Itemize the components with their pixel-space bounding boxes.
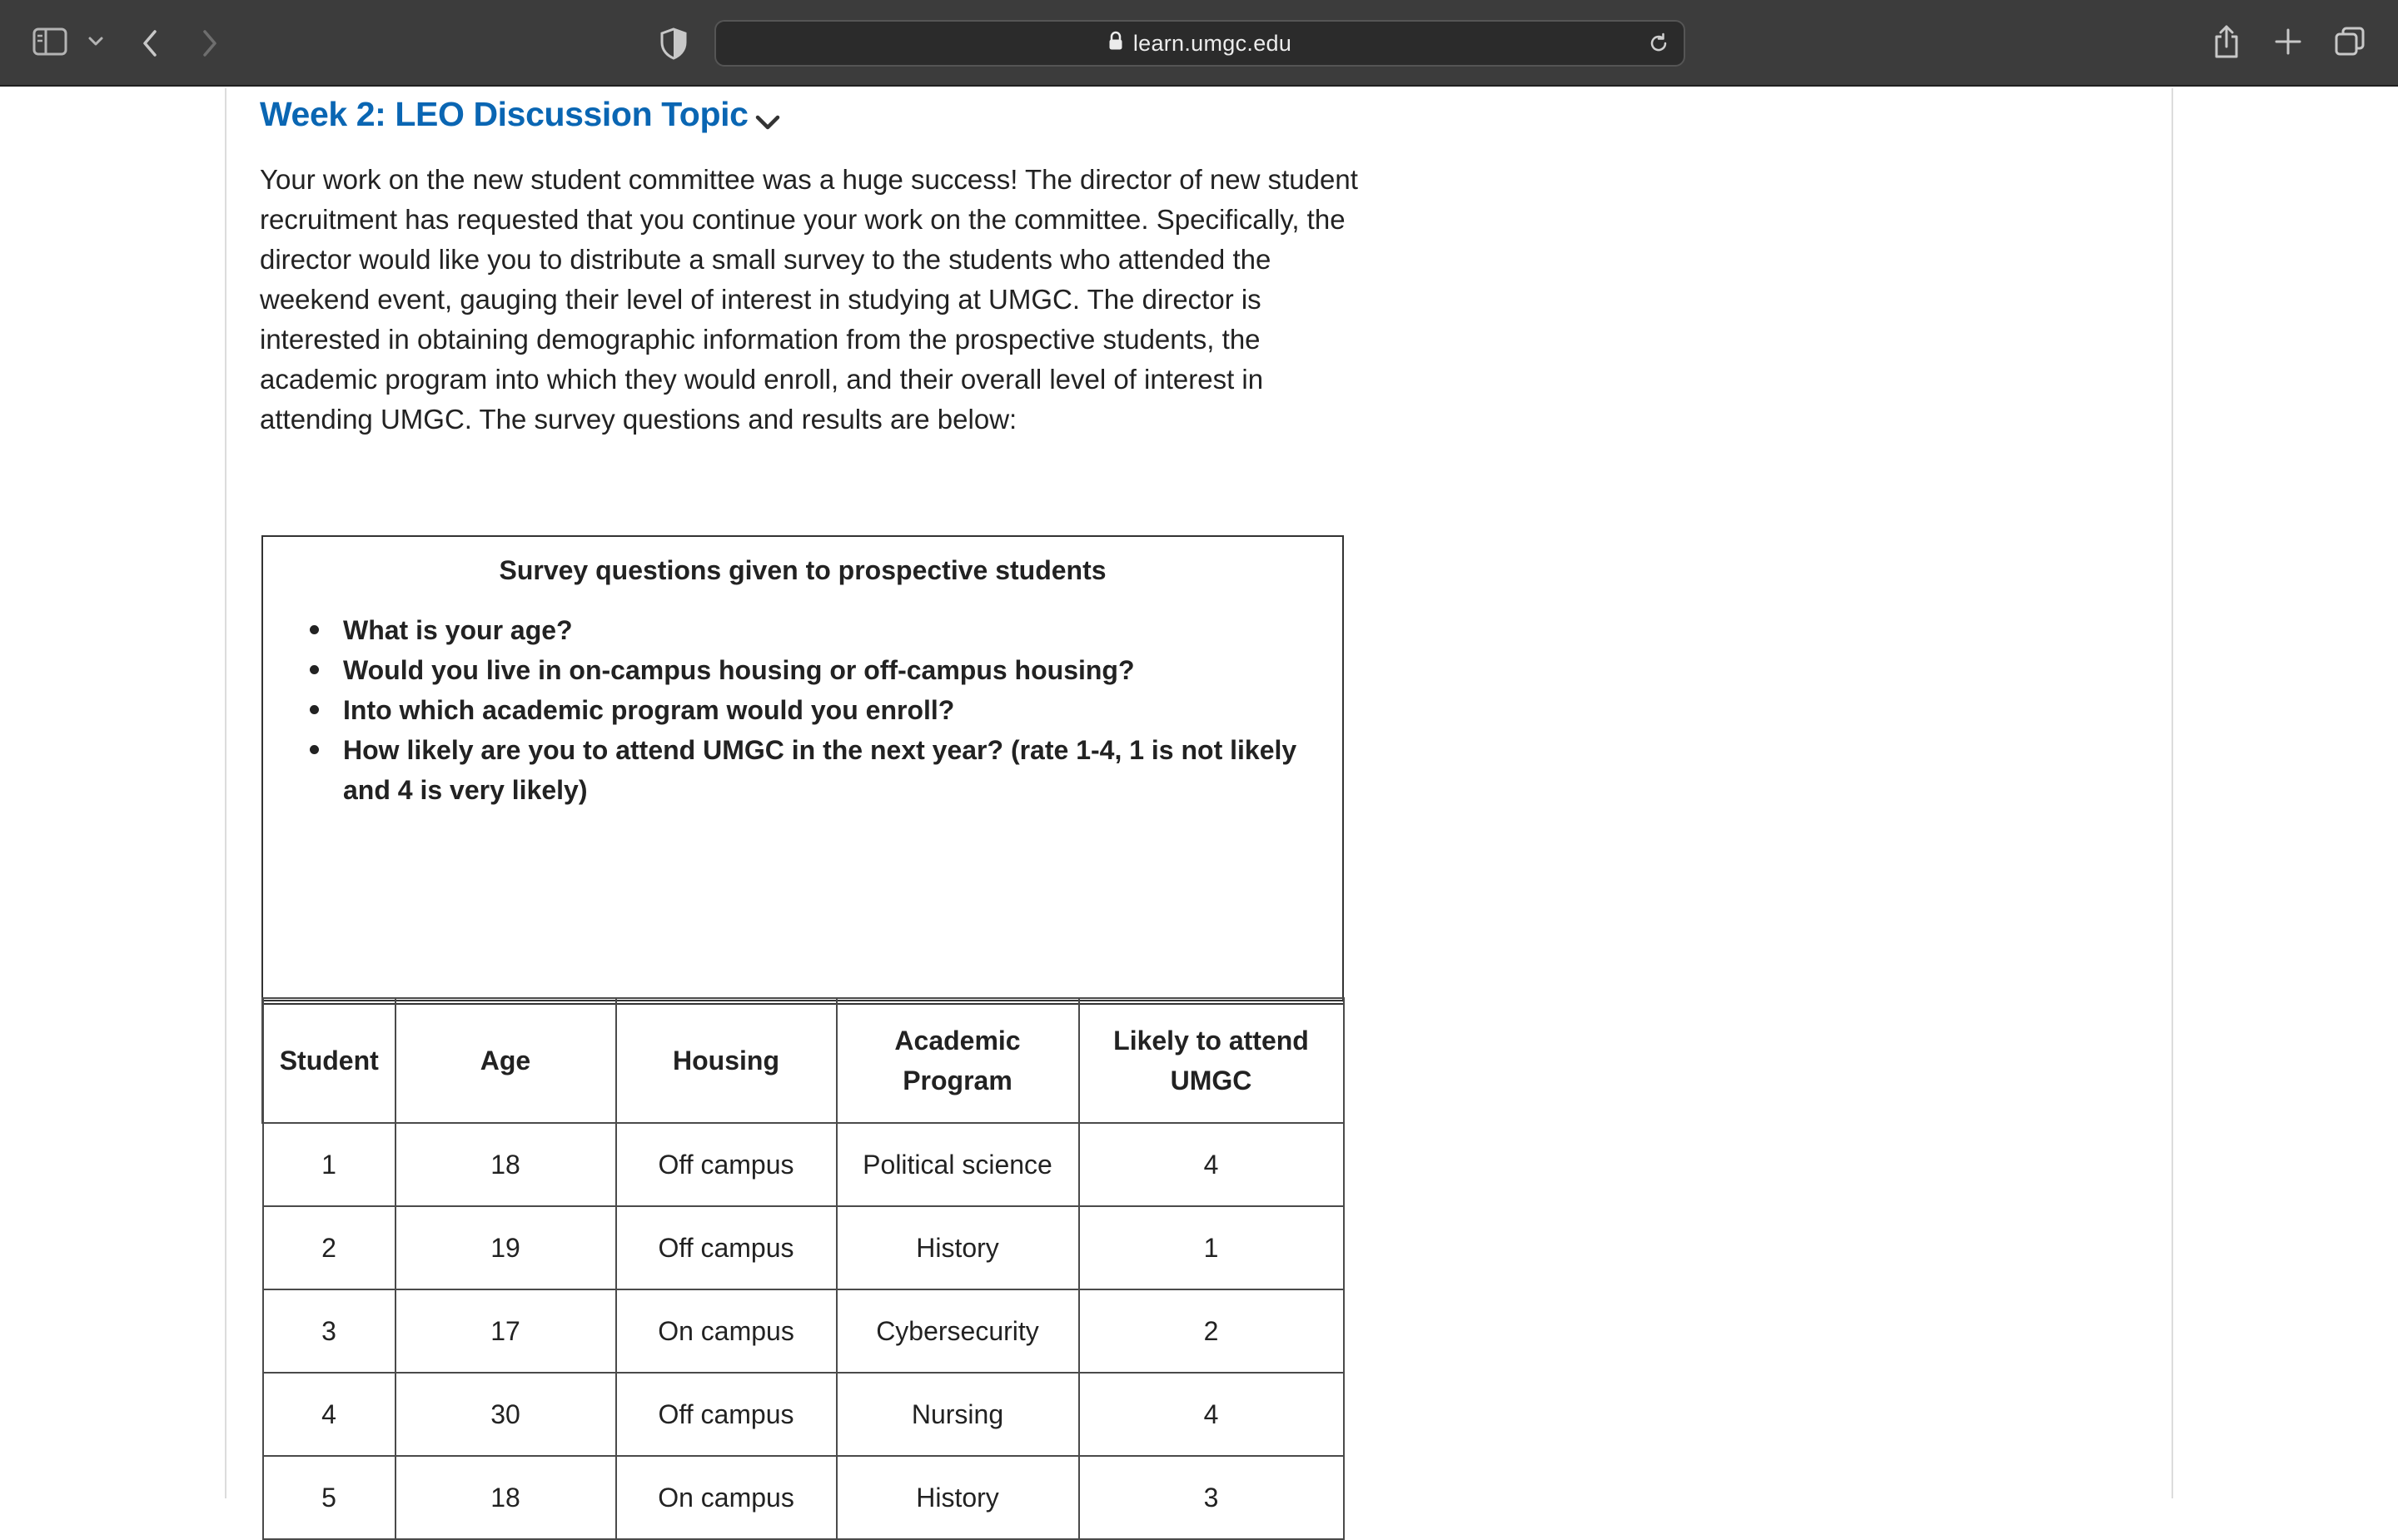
new-tab-icon[interactable] [2273, 27, 2303, 57]
bullet-icon [310, 665, 319, 674]
header-academic-program: Academic Program [837, 998, 1079, 1123]
cell-age: 17 [396, 1289, 616, 1373]
table-row [263, 1456, 1344, 1539]
survey-question: Into which academic program would you enroll? [343, 690, 1334, 730]
cell-program: Political science [837, 1123, 1079, 1206]
cell-likely: 3 [1079, 1456, 1344, 1539]
page-title: Week 2: LEO Discussion Topic [260, 95, 749, 133]
collapse-chevron-icon[interactable] [754, 113, 781, 136]
cell-program: Nursing [837, 1373, 1079, 1456]
table-header-row [263, 998, 1344, 1123]
cell-likely: 2 [1079, 1289, 1344, 1373]
header-housing: Housing [616, 998, 837, 1123]
header-likely-to-attend: Likely to attend UMGC [1079, 998, 1344, 1123]
cell-likely: 1 [1079, 1206, 1344, 1289]
cell-age: 18 [396, 1123, 616, 1206]
privacy-shield-icon[interactable] [659, 27, 688, 60]
survey-box [261, 535, 1344, 1005]
sidebar-icon[interactable] [32, 25, 68, 58]
cell-likely: 4 [1079, 1123, 1344, 1206]
cell-student: 5 [263, 1456, 396, 1539]
page-content [0, 88, 2398, 1513]
address-bar[interactable] [714, 20, 1685, 67]
back-icon[interactable] [138, 27, 163, 60]
survey-question: What is your age? [343, 610, 1334, 650]
tab-overview-icon[interactable] [2333, 25, 2366, 58]
intro-paragraph: Your work on the new student committee was a huge success! The director of new student recruitment has requested that you continue your work on the committee. Specifically, the director would like you to distribute a small survey to the students who attended the weekend event, gauging their level of interest in studying at UMGC. The director is interested in obtaining demographic information from the prospective students, the academic program into which they would enroll, and their overall level of interest in attending UMGC. The survey questions and results are below: [260, 164, 1358, 435]
forward-icon[interactable] [197, 27, 221, 60]
bullet-icon [310, 705, 319, 714]
cell-housing: Off campus [616, 1373, 837, 1456]
url-text: learn.umgc.edu [1132, 30, 1292, 56]
cell-student: 2 [263, 1206, 396, 1289]
header-student: Student [263, 998, 396, 1123]
survey-question: Would you live in on-campus housing or off-campus housing? [343, 650, 1334, 690]
cell-age: 18 [396, 1456, 616, 1539]
cell-program: History [837, 1456, 1079, 1539]
survey-question: How likely are you to attend UMGC in the next year? (rate 1-4, 1 is not likely and 4 is very likely) [343, 730, 1334, 810]
bullet-icon [310, 625, 319, 634]
table-row [263, 1123, 1344, 1206]
table-row [263, 1206, 1344, 1289]
cell-program: History [837, 1206, 1079, 1289]
cell-housing: On campus [616, 1456, 837, 1539]
cell-housing: On campus [616, 1289, 837, 1373]
cell-age: 19 [396, 1206, 616, 1289]
survey-results-table [261, 997, 1345, 1540]
chevron-down-icon[interactable] [87, 35, 105, 48]
survey-title: Survey questions given to prospective students [499, 555, 1107, 585]
cell-student: 3 [263, 1289, 396, 1373]
cell-housing: Off campus [616, 1123, 837, 1206]
browser-toolbar [0, 0, 2398, 87]
cell-housing: Off campus [616, 1206, 837, 1289]
reload-icon[interactable] [1647, 32, 1670, 59]
bullet-icon [310, 745, 319, 754]
lock-icon [1108, 31, 1123, 57]
cell-likely: 4 [1079, 1373, 1344, 1456]
cell-student: 4 [263, 1373, 396, 1456]
cell-student: 1 [263, 1123, 396, 1206]
cell-age: 30 [396, 1373, 616, 1456]
cell-program: Cybersecurity [837, 1289, 1079, 1373]
share-icon[interactable] [2211, 23, 2241, 60]
survey-question-list [343, 610, 1334, 810]
header-age: Age [396, 998, 616, 1123]
table-row [263, 1289, 1344, 1373]
table-row [263, 1373, 1344, 1456]
